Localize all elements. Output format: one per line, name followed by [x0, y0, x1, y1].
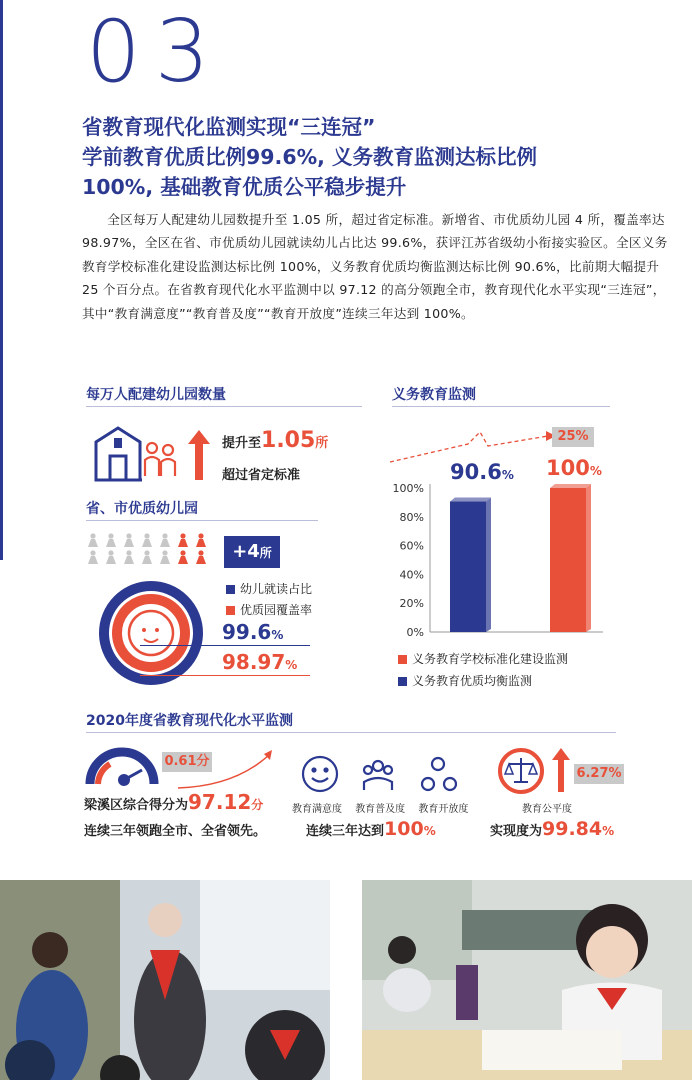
- classroom-photo-left: [0, 880, 330, 1080]
- bar-chart-legend: [398, 650, 568, 689]
- bar2-pct: %: [589, 464, 602, 478]
- bar2-value-text: [546, 456, 602, 480]
- quality-kg-title-underline: [86, 520, 318, 521]
- kindergarten-icon: [86, 532, 100, 546]
- bar-1-side: [486, 498, 491, 632]
- fairness-increase-badge: 6.27%: [574, 764, 624, 784]
- donut-legend: [226, 580, 312, 618]
- kindergarten-icon: [122, 532, 136, 546]
- classroom-photo-right: [362, 880, 692, 1080]
- fairness-up-arrow-icon: [552, 748, 570, 792]
- y-tick-label: 80%: [399, 510, 424, 524]
- increase-trend-line: [390, 432, 548, 462]
- headline-line-2: 学前教育优质比例99.6%, 义务教育监测达标比例: [82, 145, 538, 169]
- standard-legend-swatch: [398, 655, 407, 664]
- child-face-icon: [129, 611, 173, 655]
- bar-2: [550, 488, 586, 632]
- rise-text: [222, 428, 328, 453]
- bar-2-top: [550, 484, 591, 488]
- y-tick-label: 0%: [406, 626, 424, 639]
- kindergarten-icon: [140, 532, 154, 546]
- cover-legend-label: 优质园覆盖率: [240, 603, 313, 617]
- kindergarten-icon: [86, 549, 100, 563]
- bar1-pct: %: [501, 468, 514, 482]
- smiley-icon: [303, 757, 337, 791]
- fair-prefix: 实现度为: [490, 824, 543, 839]
- scales-icon: [496, 746, 550, 796]
- three-value: 100: [384, 818, 424, 840]
- bar-1: [450, 502, 486, 632]
- new-kindergarten-icon: [176, 532, 190, 546]
- bar1-value: 90.6: [450, 460, 502, 484]
- cover-ring: [117, 599, 185, 667]
- body-paragraph: 全区每万人配建幼儿园数提升至 1.05 所，超过省定标准。新增省、市优质幼儿园 4 所，覆盖率达 98.97%，全区在省、市优质幼儿园就读幼儿占比达 99.6%，获评江苏省级幼小衔接实验区。全区义务教育学校标准化建设监测达标比例 100%，义务教育优质均衡监测达标比例 90.6%，比前期大幅提升 25 个百分点。在省教育现代化水平监测中以 97.12 的高分领跑全市，教育现代化水平实现“三连冠”，其中“教育满意度”“教育普及度”“教育开放度”连续三年达到 100%。: [82, 212, 668, 321]
- coverage-donut: [84, 580, 218, 686]
- standard-legend-label: 义务教育学校标准化建设监测: [412, 652, 569, 666]
- y-tick-label: 60%: [399, 539, 424, 553]
- score-gain-badge: 0.61分: [162, 752, 212, 772]
- lead-text: 连续三年领跑全市、全省领先。: [84, 824, 267, 839]
- rise-unit: 所: [315, 436, 329, 451]
- cover-leader-line: [140, 675, 310, 676]
- y-tick-label: 100%: [392, 482, 424, 495]
- group-icon: [373, 761, 383, 771]
- enroll-value-text: [222, 620, 283, 644]
- balance-legend-swatch: [398, 677, 407, 686]
- kindergarten-icon-grid: [86, 532, 214, 568]
- kindergarten-icon: [158, 532, 172, 546]
- kindergarten-icon: [104, 532, 118, 546]
- new-kindergarten-icon: [194, 549, 208, 563]
- cover-value: 98.97: [222, 650, 286, 674]
- modernization-section-title: 2020年度省教育现代化水平监测: [86, 713, 293, 729]
- popularity-label: 教育普及度: [355, 804, 406, 815]
- bar2-value: 100: [546, 456, 590, 480]
- children-icon: [145, 443, 175, 476]
- exceed-standard-text: 超过省定标准: [222, 468, 301, 483]
- three-indicator-icons: [300, 754, 476, 794]
- compulsory-section-title: 义务教育监测: [392, 387, 476, 403]
- three-indicator-labels: [292, 800, 478, 815]
- network-icon: [432, 758, 444, 770]
- enroll-value: 99.6: [222, 620, 272, 644]
- y-tick-label: 20%: [399, 597, 424, 611]
- up-arrow-icon: [188, 430, 210, 480]
- score-unit: 分: [251, 798, 264, 812]
- balance-legend-label: 义务教育优质均衡监测: [412, 674, 533, 688]
- kindergarten-icon: [104, 549, 118, 563]
- three-unit: %: [423, 824, 436, 838]
- score-prefix: 梁溪区综合得分为: [84, 798, 189, 813]
- openness-label: 教育开放度: [418, 804, 469, 815]
- y-tick-label: 40%: [399, 568, 424, 582]
- fair-value: 99.84: [542, 818, 603, 840]
- new-kindergarten-icon: [194, 532, 208, 546]
- enroll-legend-swatch: [226, 585, 235, 594]
- three-prefix: 连续三年达到: [306, 824, 385, 839]
- cover-pct: %: [285, 658, 298, 672]
- cover-value-text: [222, 650, 297, 674]
- increase-unit: 所: [259, 546, 272, 560]
- rise-value: 1.05: [261, 428, 316, 453]
- fairness-line: [490, 818, 614, 840]
- increase-25-badge: 25%: [552, 427, 594, 447]
- headline-line-3: 100%, 基础教育优质公平稳步提升: [82, 175, 407, 199]
- increase-badge: [224, 536, 280, 568]
- enroll-legend-label: 幼儿就读占比: [240, 582, 313, 596]
- cover-legend-swatch: [226, 606, 235, 615]
- increase-value: +4: [232, 541, 260, 562]
- section-number: 03: [86, 2, 224, 102]
- new-kindergarten-icon: [176, 549, 190, 563]
- rise-prefix: 提升至: [222, 436, 262, 451]
- quality-kg-section-title: 省、市优质幼儿园: [86, 501, 198, 517]
- fair-unit: %: [602, 824, 615, 838]
- rising-arrow-icon: [176, 748, 276, 792]
- kindergarten-icon: [158, 549, 172, 563]
- bar1-value-text: [450, 460, 514, 484]
- kindergarten-icon: [140, 549, 154, 563]
- compulsory-title-underline: [392, 406, 610, 407]
- gauge-icon: [84, 744, 160, 788]
- score-line: [84, 790, 263, 814]
- enroll-leader-line: [140, 645, 310, 646]
- headline-line-1: 省教育现代化监测实现“三连冠”: [82, 115, 376, 139]
- bar-1-top: [450, 498, 491, 502]
- modernization-title-underline: [86, 732, 616, 733]
- bar-2-side: [586, 484, 591, 632]
- kindergarten-section-title: 每万人配建幼儿园数量: [86, 387, 226, 403]
- fairness-label: 教育公平度: [522, 804, 572, 815]
- kindergarten-icon: [122, 549, 136, 563]
- kindergarten-title-underline: [86, 406, 362, 407]
- three-years-line: [306, 818, 436, 840]
- headline: [82, 112, 672, 202]
- left-accent-bar: [0, 0, 3, 560]
- score-value: 97.12: [188, 790, 252, 814]
- satisfaction-label: 教育满意度: [292, 804, 342, 815]
- enroll-pct: %: [271, 628, 284, 642]
